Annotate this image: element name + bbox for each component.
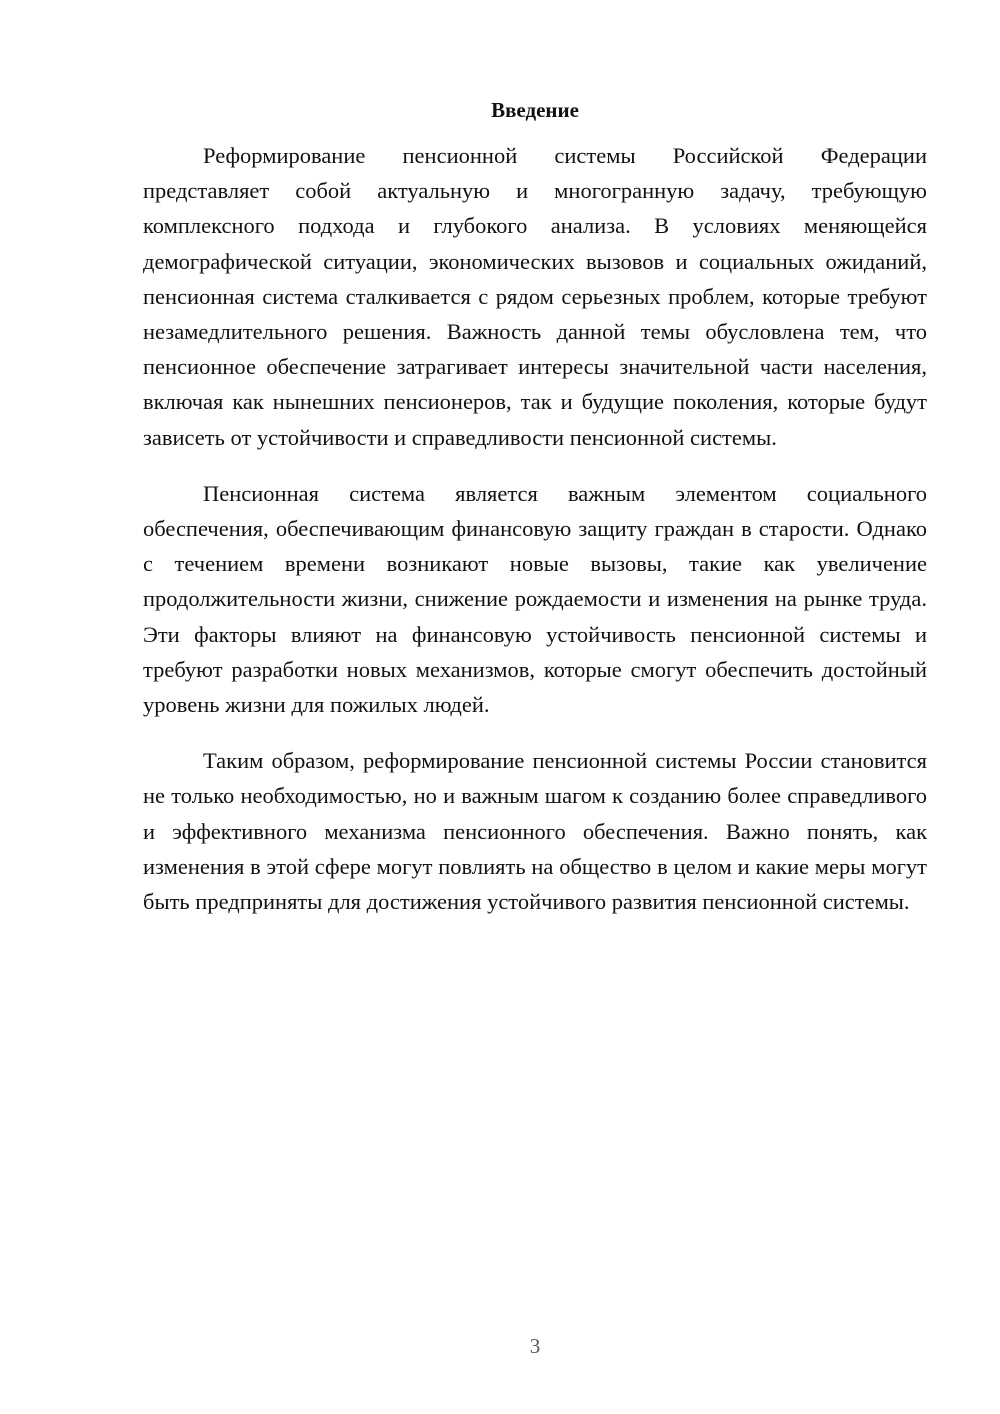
page-content: [143, 94, 927, 940]
paragraph-2: Пенсионная система является важным элементом социального обеспечения, обеспечивающим финансовую защиту граждан в старости. Однако с течением времени возникают новые вызовы, такие как увеличение продолжительности жизни, снижение рождаемости и изменения на рынке труда. Эти факторы влияют на финансовую устойчивость пенсионной системы и требуют разработки новых механизмов, которые смогут обеспечить достойный уровень жизни для пожилых людей.: [143, 480, 927, 718]
section-heading: Введение: [491, 98, 579, 122]
paragraph-3: Таким образом, реформирование пенсионной системы России становится не только необходимостью, но и важным шагом к созданию более справедливого и эффективного механизма пенсионного обеспечения. Важно понять, как изменения в этой сфере могут повлиять на общество в целом и какие меры могут быть предприняты для достижения устойчивого развития пенсионной системы.: [143, 748, 927, 915]
page-number: 3: [529, 1334, 541, 1358]
paragraph-1: Реформирование пенсионной системы Российской Федерации представляет собой актуальную и многогранную задачу, требующую комплексного подхода и глубокого анализа. В условиях меняющейся демографической ситуации, экономических вызовов и социальных ожиданий, пенсионная система сталкивается с рядом серьезных проблем, которые требуют незамедлительного решения. Важность данной темы обусловлена тем, что пенсионное обеспечение затрагивает интересы значительной части населения, включая как нынешних пенсионеров, так и будущие поколения, которые будут зависеть от устойчивости и справедливости пенсионной системы.: [143, 143, 927, 450]
